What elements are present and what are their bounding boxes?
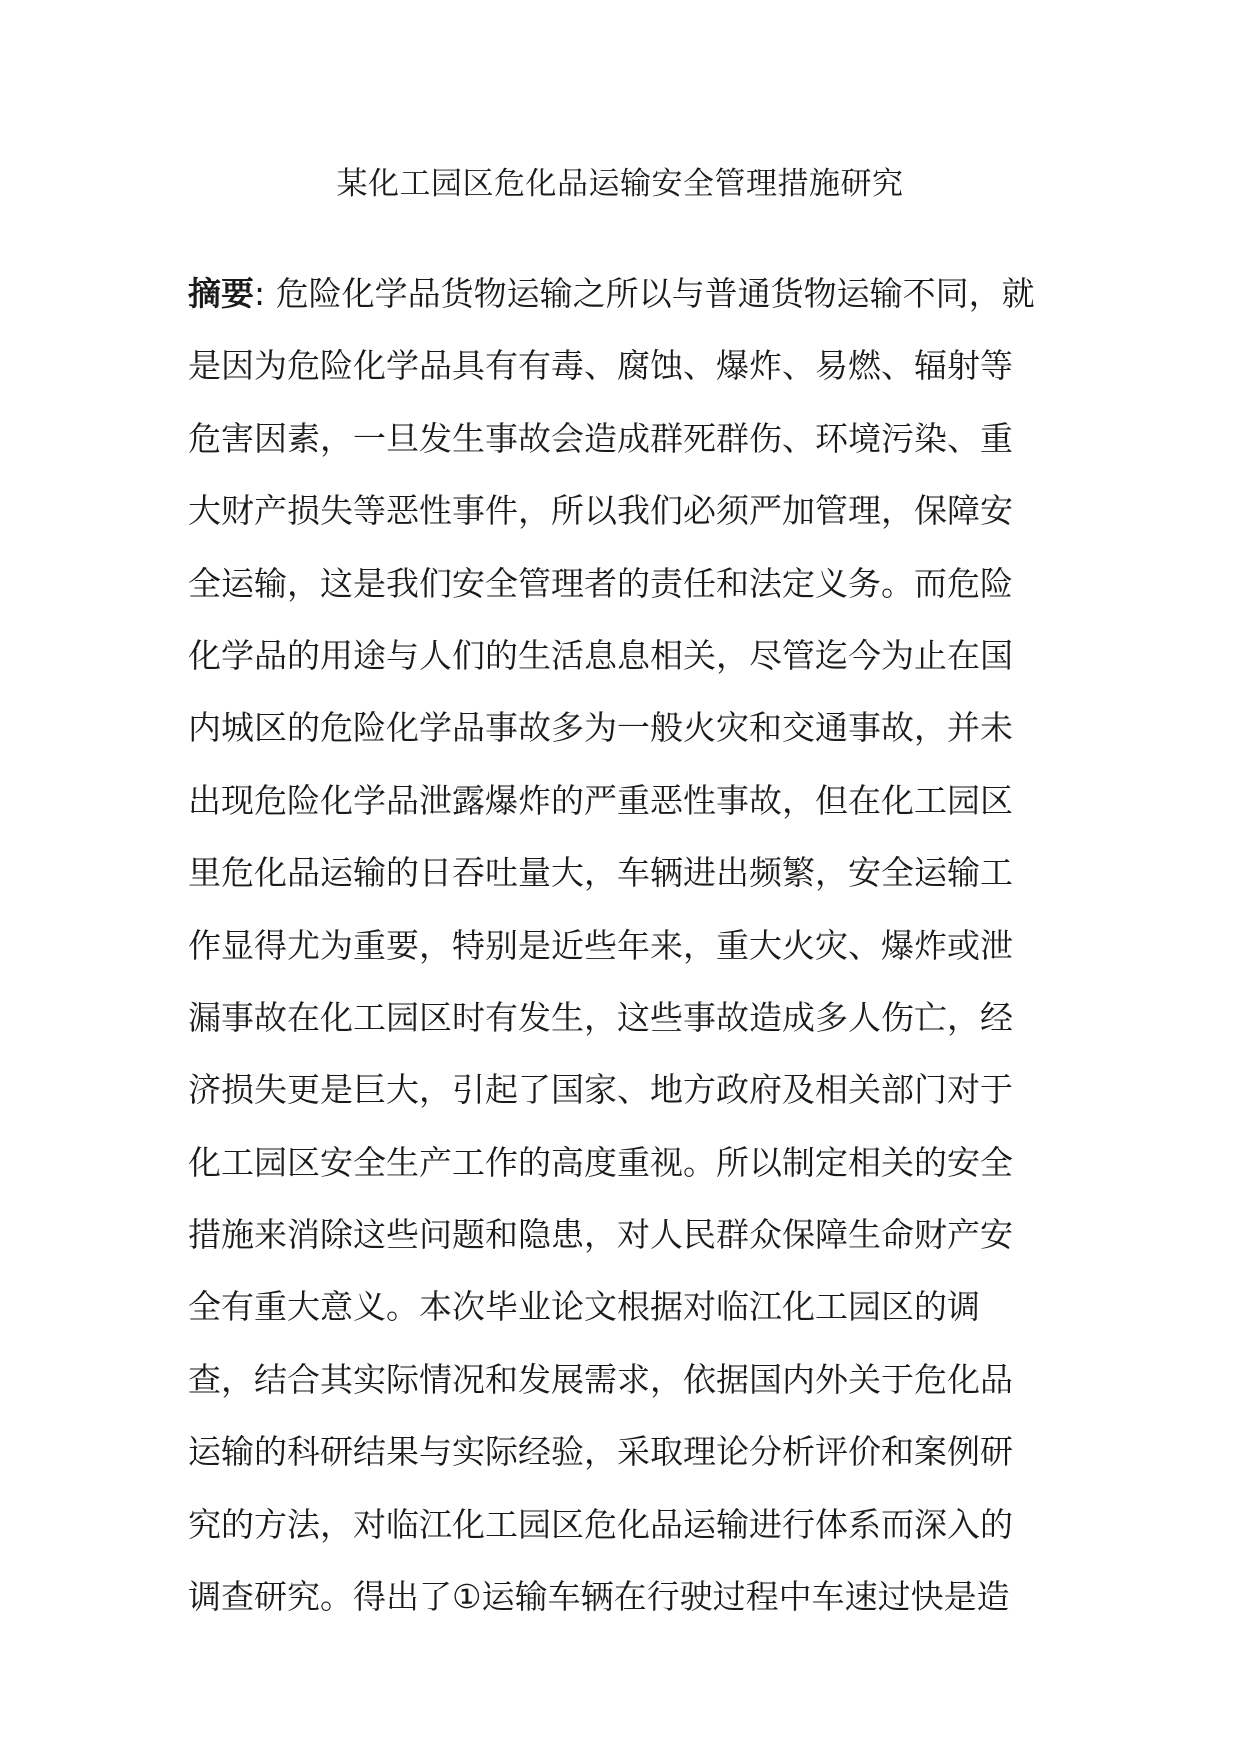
abstract-line: 危害因素，一旦发生事故会造成群死群伤、环境污染、重 xyxy=(188,418,1013,458)
abstract-line: 济损失更是巨大，引起了国家、地方政府及相关部门对于 xyxy=(188,1070,1013,1110)
abstract-line: 措施来消除这些问题和隐患，对人民群众保障生命财产安 xyxy=(188,1215,1013,1255)
abstract-line: 里危化品运输的日吞吐量大，车辆进出频繁，安全运输工 xyxy=(188,853,1013,893)
abstract-line: 化工园区安全生产工作的高度重视。所以制定相关的安全 xyxy=(188,1142,1013,1182)
abstract-line: 运输的科研结果与实际经验，采取理论分析评价和案例研 xyxy=(188,1432,1013,1472)
abstract-paragraph xyxy=(188,258,1048,1633)
abstract-line: 内城区的危险化学品事故多为一般火灾和交通事故，并未 xyxy=(188,708,1013,748)
abstract-line: 查，结合其实际情况和发展需求，依据国内外关于危化品 xyxy=(188,1359,1013,1399)
abstract-line-text: : 危险化学品货物运输之所以与普通货物运输不同，就 xyxy=(254,274,1035,313)
abstract-label: 摘要 xyxy=(188,274,254,313)
document-title: 某化工园区危化品运输安全管理措施研究 xyxy=(336,166,904,202)
abstract-line xyxy=(188,258,1048,330)
abstract-line: 作显得尤为重要，特别是近些年来，重大火灾、爆炸或泄 xyxy=(188,925,1013,965)
abstract-line: 全有重大意义。本次毕业论文根据对临江化工园区的调 xyxy=(188,1287,980,1327)
abstract-line: 大财产损失等恶性事件，所以我们必须严加管理，保障安 xyxy=(188,491,1013,531)
abstract-line: 化学品的用途与人们的生活息息相关，尽管迄今为止在国 xyxy=(188,635,1013,675)
abstract-line: 出现危险化学品泄露爆炸的严重恶性事故，但在化工园区 xyxy=(188,780,1013,820)
abstract-line: 调查研究。得出了①运输车辆在行驶过程中车速过快是造 xyxy=(188,1577,1010,1617)
abstract-line: 漏事故在化工园区时有发生，这些事故造成多人伤亡，经 xyxy=(188,997,1013,1037)
abstract-line: 全运输，这是我们安全管理者的责任和法定义务。而危险 xyxy=(188,563,1013,603)
abstract-line: 究的方法，对临江化工园区危化品运输进行体系而深入的 xyxy=(188,1504,1013,1544)
abstract-line: 是因为危险化学品具有有毒、腐蚀、爆炸、易燃、辐射等 xyxy=(188,346,1013,386)
